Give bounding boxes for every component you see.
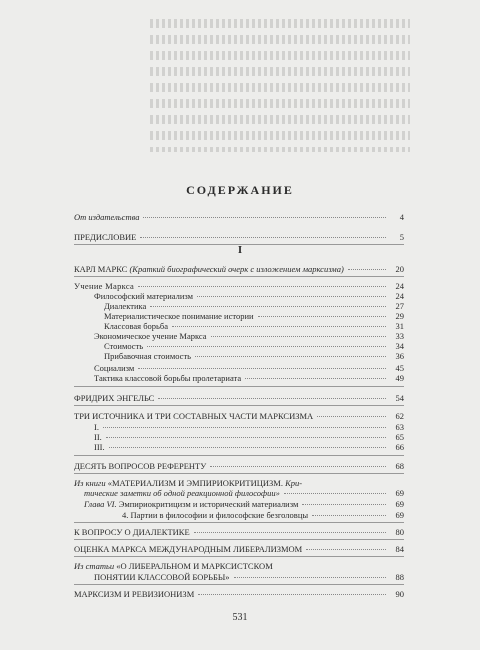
- toc-entry-prefix: Из статьи: [74, 561, 115, 571]
- toc-entry-page: 80: [395, 527, 404, 537]
- toc-entry[interactable]: [104, 311, 404, 321]
- divider: [74, 522, 404, 523]
- toc-entry[interactable]: [122, 510, 404, 520]
- leader-dots: [138, 368, 386, 369]
- toc-entry[interactable]: [94, 442, 404, 452]
- toc-entry[interactable]: [94, 422, 404, 432]
- leader-dots: [103, 427, 386, 428]
- toc-entry-label: ПОНЯТИИ КЛАССОВОЙ БОРЬБЫ»: [94, 572, 230, 582]
- toc-entry-label: 4. Партии в философии и философские безголовцы: [122, 510, 309, 520]
- leader-dots: [348, 269, 386, 270]
- leader-dots: [312, 515, 386, 516]
- toc-entry-page: 5: [399, 232, 404, 242]
- divider: [74, 584, 404, 585]
- toc-entry-label: Стоимость: [104, 341, 144, 351]
- leader-dots: [143, 217, 386, 218]
- toc-entry[interactable]: [74, 393, 404, 403]
- leader-dots: [317, 416, 386, 417]
- contents-heading: СОДЕРЖАНИЕ: [186, 183, 294, 197]
- toc-entry-page: 36: [395, 351, 404, 361]
- leader-dots: [197, 296, 386, 297]
- toc-entry[interactable]: [94, 363, 404, 373]
- toc-entry-prefix: Глава VI.: [84, 499, 117, 509]
- leader-dots: [245, 378, 386, 379]
- toc-entry[interactable]: [74, 544, 404, 554]
- toc-entry[interactable]: [74, 527, 404, 537]
- toc-entry-label: тические заметки об одной реакционной философии»: [84, 488, 280, 498]
- toc-entry-label: «О ЛИБЕРАЛЬНОМ И МАРКСИСТСКОМ: [116, 561, 273, 571]
- toc-entry-label: I.: [94, 422, 99, 432]
- divider: [74, 473, 404, 474]
- divider: [74, 276, 404, 277]
- toc-entry-page: 69: [395, 488, 404, 498]
- leader-dots: [106, 437, 386, 438]
- toc-entry-page: 63: [395, 422, 404, 432]
- leader-dots: [150, 306, 386, 307]
- divider: [74, 539, 404, 540]
- toc-entry-label: Материалистическое понимание истории: [104, 311, 254, 321]
- toc-entry-page: 24: [395, 291, 404, 301]
- toc-entry-page: 69: [395, 499, 404, 509]
- toc-entry-label: ФРИДРИХ ЭНГЕЛЬС: [74, 393, 155, 403]
- toc-entry-page: 4: [399, 212, 404, 222]
- toc-entry[interactable]: [104, 341, 404, 351]
- toc-entry-label: Экономическое учение Маркса: [94, 331, 207, 341]
- toc-entry-page: 65: [395, 432, 404, 442]
- toc-entry-page: 49: [395, 373, 404, 383]
- toc-entry-label: МАРКСИЗМ И РЕВИЗИОНИЗМ: [74, 589, 195, 599]
- toc-entry-label: Диалектика: [104, 301, 147, 311]
- toc-entry[interactable]: [84, 499, 404, 509]
- toc-entry[interactable]: [94, 373, 404, 383]
- leader-dots: [306, 549, 386, 550]
- toc-entry-page: 24: [395, 281, 404, 291]
- toc-entry-label: К ВОПРОСУ О ДИАЛЕКТИКЕ: [74, 527, 190, 537]
- toc-entry-label: «МАТЕРИАЛИЗМ И ЭМПИРИОКРИТИЦИЗМ.: [107, 478, 283, 488]
- toc-entry-label: Прибавочная стоимость: [104, 351, 192, 361]
- toc-entry[interactable]: [104, 351, 404, 361]
- toc-entry-page: 90: [395, 589, 404, 599]
- divider: [74, 556, 404, 557]
- leader-dots: [147, 346, 386, 347]
- toc-entry-page: 20: [395, 264, 404, 274]
- toc-entry-label: ТРИ ИСТОЧНИКА И ТРИ СОСТАВНЫХ ЧАСТИ МАРКСИЗМА: [74, 411, 314, 421]
- leader-dots: [138, 286, 386, 287]
- toc-entry-page: 27: [395, 301, 404, 311]
- toc-entry-label: Эмпириокритицизм и исторический материализм: [118, 499, 299, 509]
- toc-entry-label: ОЦЕНКА МАРКСА МЕЖДУНАРОДНЫМ ЛИБЕРАЛИЗМОМ: [74, 544, 303, 554]
- toc-entry-label: Учение Маркса: [74, 281, 135, 291]
- toc-entry-label: ДЕСЯТЬ ВОПРОСОВ РЕФЕРЕНТУ: [74, 461, 207, 471]
- leader-dots: [194, 532, 386, 533]
- toc-entry[interactable]: [74, 561, 404, 571]
- toc-entry-label: Классовая борьба: [104, 321, 168, 331]
- toc-entry-label: Тактика классовой борьбы пролетариата: [94, 373, 242, 383]
- toc-entry[interactable]: [74, 281, 404, 291]
- toc-entry-label: Философский материализм: [94, 291, 194, 301]
- toc-entry-page: 68: [395, 461, 404, 471]
- toc-entry-page: 31: [395, 321, 404, 331]
- toc-entry[interactable]: [74, 411, 404, 421]
- toc-entry-page: 84: [395, 544, 404, 554]
- leader-dots: [258, 316, 386, 317]
- leader-dots: [140, 237, 386, 238]
- toc-entry[interactable]: [84, 488, 404, 498]
- divider: [74, 405, 404, 406]
- toc-entry-label: От издательства: [74, 212, 140, 222]
- leader-dots: [109, 447, 386, 448]
- toc-entry-page: 62: [395, 411, 404, 421]
- toc-entry[interactable]: [94, 291, 404, 301]
- toc-entry-page: 29: [395, 311, 404, 321]
- leader-dots: [211, 336, 386, 337]
- toc-entry-prefix: Из книги: [74, 478, 106, 488]
- toc-entry[interactable]: [94, 432, 404, 442]
- toc-entry[interactable]: [94, 572, 404, 582]
- leader-dots: [210, 466, 386, 467]
- toc-entry-subtitle: Кри-: [285, 478, 303, 488]
- toc-entry-label: III.: [94, 442, 105, 452]
- toc-entry-page: 66: [395, 442, 404, 452]
- toc-entry[interactable]: [74, 589, 404, 599]
- leader-dots: [302, 504, 386, 505]
- toc-entry-page: 88: [395, 572, 404, 582]
- toc-entry-page: 54: [395, 393, 404, 403]
- leader-dots: [158, 398, 386, 399]
- toc-entry[interactable]: [94, 331, 404, 341]
- toc-entry-label: КАРЛ МАРКС: [74, 264, 128, 274]
- toc-entry-label: Социализм: [94, 363, 135, 373]
- toc-entry-subtitle: (Краткий биографический очерк с изложением марксизма): [129, 264, 344, 274]
- toc-entry[interactable]: [74, 478, 404, 488]
- toc-entry-label: ПРЕДИСЛОВИЕ: [74, 232, 137, 242]
- leader-dots: [172, 326, 386, 327]
- toc-entry-page: 45: [395, 363, 404, 373]
- leader-dots: [284, 493, 386, 494]
- page-number: 531: [232, 612, 248, 623]
- toc-entry[interactable]: [104, 321, 404, 331]
- toc-entry-page: 69: [395, 510, 404, 520]
- toc-entry[interactable]: [74, 264, 404, 274]
- toc-entry[interactable]: [74, 212, 404, 222]
- part-numeral: I: [237, 244, 243, 256]
- divider: [74, 455, 404, 456]
- toc-entry[interactable]: [104, 301, 404, 311]
- leader-dots: [234, 577, 387, 578]
- toc-entry-page: 33: [395, 331, 404, 341]
- toc-entry[interactable]: [74, 461, 404, 471]
- divider: [74, 386, 404, 387]
- toc-entry[interactable]: [74, 232, 404, 242]
- leader-dots: [195, 356, 386, 357]
- toc-entry-page: 34: [395, 341, 404, 351]
- toc-entry-label: II.: [94, 432, 102, 442]
- leader-dots: [198, 594, 386, 595]
